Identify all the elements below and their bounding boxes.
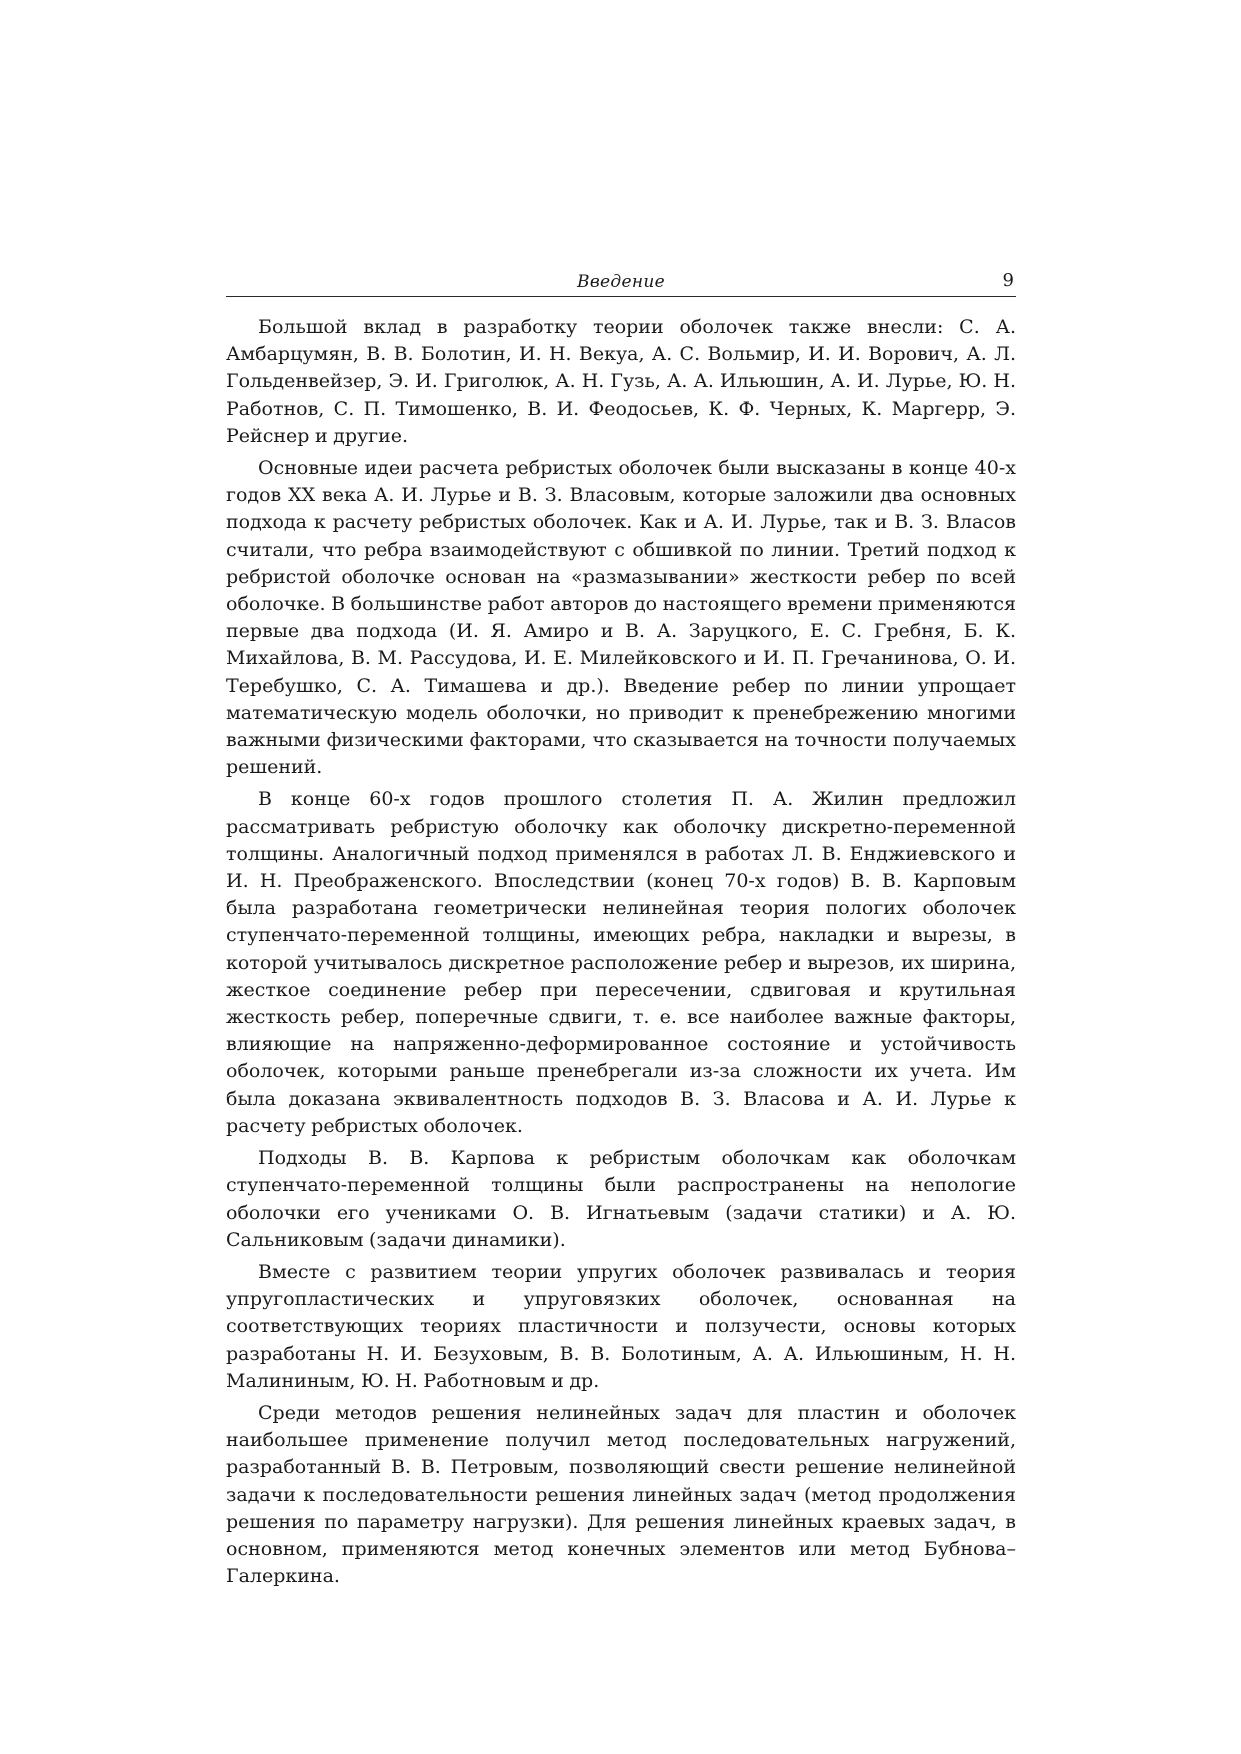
paragraph-discrete-thickness: В конце 60-х годов прошлого столетия П. А. Жилин предложил рассматривать ребристую оболочку как оболочку дискретно-переменной толщины. Аналогичный подход применялся в работах Л. В. Енджиевского и И. Н. Преображенского. Впоследствии (конец 70-х годов) В. В. Карповым была разработана геометрически нелинейная теория пологих оболочек ступенчато-переменной толщины, имеющих ребра, накладки и вырезы, в которой учитывалось дискретное расположение ребер и вырезов, их ширина, жесткое соединение ребер при пересечении, сдвиговая и крутильная жесткость ребер, поперечные сдвиги, т. е. все наиболее важные факторы, влияющие на напряженно-деформированное состояние и устойчивость оболочек, которыми раньше пренебрегали из-за сложности их учета. Им была доказана эквивалентность подходов В. З. Власова и А. И. Лурье к расчету ребристых оболочек. — [226, 788, 1016, 1137]
paragraph-karpov-approaches: Подходы В. В. Карпова к ребристым оболочкам как оболочкам ступенчато-переменной толщины были распространены на непологие оболочки его учениками О. В. Игнатьевым (задачи статики) и А. Ю. Сальниковым (задачи динамики). — [226, 1147, 1016, 1251]
paragraph-ribbed-shells-ideas: Основные идеи расчета ребристых оболочек были высказаны в конце 40-х годов XX века А. И. Лурье и В. З. Власовым, которые заложили два основных подхода к расчету ребристых оболочек. Как и А. И. Лурье, так и В. З. Власов считали, что ребра взаимодействуют с обшивкой по линии. Третий подход к ребристой оболочке основан на «размазывании» жесткости ребер по всей оболочке. В большинстве работ авторов до настоящего времени применяются первые два подхода (И. Я. Амиро и В. А. Заруцкого, Е. С. Гребня, Б. К. Михайлова, В. М. Рассудова, И. Е. Милейковского и И. П. Гречанинова, О. И. Теребушко, С. А. Тимашева и др.). Введение ребер по линии упрощает математическую модель оболочки, но приводит к пренебрежению многими важными физическими факторами, что сказывается на точности получаемых решений. — [226, 457, 1016, 779]
running-title: Введение — [577, 272, 665, 292]
running-header — [226, 268, 1016, 297]
body-text — [226, 314, 1016, 1595]
paragraph-elastoplastic-theory: Вместе с развитием теории упругих оболочек развивалась и теория упругопластических и упруговязких оболочек, основанная на соответствующих теориях пластичности и ползучести, основы которых разработаны Н. И. Безуховым, В. В. Болотиным, А. А. Ильюшиным, Н. Н. Малининым, Ю. Н. Работновым и др. — [226, 1260, 1016, 1392]
paragraph-solution-methods: Среди методов решения нелинейных задач для пластин и оболочек наибольшее применение получил метод последовательных нагружений, разработанный В. В. Петровым, позволяющий свести решение нелинейной задачи к последовательности решения линейных задач (метод продолжения решения по параметру нагрузки). Для решения линейных краевых задач, в основном, применяются метод конечных элементов или метод Бубнова–Галеркина. — [226, 1401, 1016, 1588]
page-number: 9 — [1002, 270, 1014, 291]
paragraph-contributors: Большой вклад в разработку теории оболочек также внесли: С. А. Амбарцумян, В. В. Болотин, И. Н. Векуа, А. С. Вольмир, И. И. Ворович, А. Л. Гольденвейзер, Э. И. Григолюк, А. Н. Гузь, А. А. Ильюшин, А. И. Лурье, Ю. Н. Работнов, С. П. Тимошенко, В. И. Феодосьев, К. Ф. Черных, К. Маргерр, Э. Рейснер и другие. — [226, 316, 1016, 447]
